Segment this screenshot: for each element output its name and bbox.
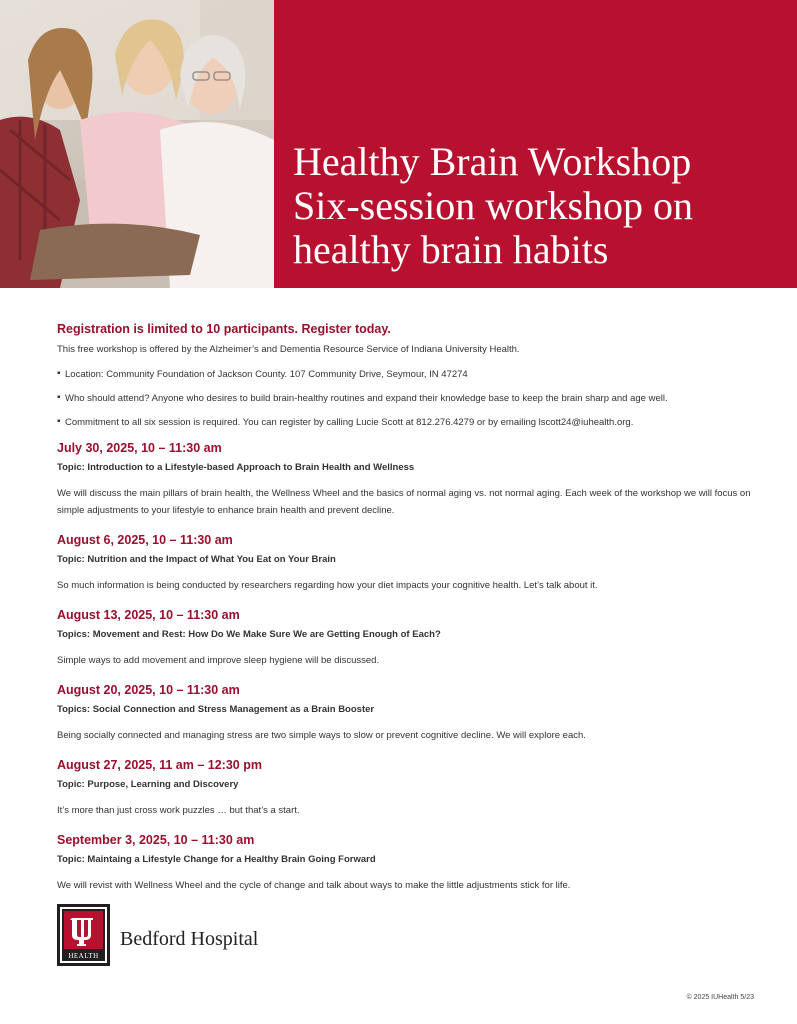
iu-health-logo <box>57 904 110 966</box>
title-banner <box>274 0 797 288</box>
details-list <box>57 369 757 428</box>
location-bullet: ▪ Location: Community Foundation of Jackson County. 107 Community Drive, Seymour, IN 47274 <box>57 369 757 380</box>
session-6 <box>57 833 757 894</box>
iu-trident-icon <box>57 904 110 966</box>
audience-bullet: ▪ Who should attend? Anyone who desires to build brain-healthy routines and expand their knowledge base to keep the brain sharp and age well. <box>57 393 757 404</box>
main-content <box>57 322 757 908</box>
session-date: August 13, 2025, 10 – 11:30 am <box>57 608 240 622</box>
workshop-description: This free workshop is offered by the Alzheimer’s and Dementia Resource Service of Indiana University Health. <box>57 344 520 355</box>
session-2 <box>57 533 757 594</box>
session-topic: Topic: Purpose, Learning and Discovery <box>57 779 239 790</box>
title-line-3: healthy brain habits <box>293 227 609 272</box>
session-description: We will discuss the main pillars of brain health, the Wellness Wheel and the basics of normal aging vs. not normal aging. Each week of the workshop we will focus on simple adjustments to your lifestyle to enhance brain health and prevent decline. <box>57 488 751 516</box>
session-1 <box>57 441 757 519</box>
commitment-bullet: ▪ Commitment to all six session is required. You can register by calling Lucie Scott at 812.276.4279 or by emailing lscott24@iuhealth.org. <box>57 417 757 428</box>
hero-section <box>0 0 797 288</box>
copyright-notice: © 2025 IUHealth 5/23 <box>686 994 754 1001</box>
session-topic: Topics: Social Connection and Stress Management as a Brain Booster <box>57 704 375 715</box>
session-date: July 30, 2025, 10 – 11:30 am <box>57 441 222 455</box>
session-description: Simple ways to add movement and improve sleep hygiene will be discussed. <box>57 655 380 666</box>
session-date: August 6, 2025, 10 – 11:30 am <box>57 533 233 547</box>
session-date: September 3, 2025, 10 – 11:30 am <box>57 833 255 847</box>
three-women-photo-illustration <box>0 0 274 288</box>
title-line-1: Healthy Brain Workshop <box>293 139 692 184</box>
session-description: So much information is being conducted by researchers regarding how your diet impacts your cognitive health. Let’s talk about it. <box>57 580 598 591</box>
session-topic: Topic: Nutrition and the Impact of What You Eat on Your Brain <box>57 554 336 565</box>
session-3 <box>57 608 757 669</box>
hospital-name: Bedford Hospital <box>120 928 259 950</box>
workshop-title <box>293 140 793 272</box>
title-line-2: Six-session workshop on <box>293 183 694 228</box>
logo-health-text: HEALTH <box>68 952 99 960</box>
session-5 <box>57 758 757 819</box>
hero-photo <box>0 0 274 288</box>
session-date: August 27, 2025, 11 am – 12:30 pm <box>57 758 262 772</box>
session-topic: Topics: Movement and Rest: How Do We Make Sure We are Getting Enough of Each? <box>57 629 441 640</box>
session-4 <box>57 683 757 744</box>
session-description: It’s more than just cross work puzzles … but that’s a start. <box>57 805 300 816</box>
session-topic: Topic: Introduction to a Lifestyle-based Approach to Brain Health and Wellness <box>57 462 415 473</box>
session-date: August 20, 2025, 10 – 11:30 am <box>57 683 240 697</box>
session-description: We will revist with Wellness Wheel and the cycle of change and talk about ways to make the little adjustments stick for life. <box>57 880 571 891</box>
session-description: Being socially connected and managing stress are two simple ways to slow or prevent cognitive decline. We will explore each. <box>57 730 586 741</box>
registration-lead: Registration is limited to 10 participants. Register today. <box>57 322 391 336</box>
session-topic: Topic: Maintaing a Lifestyle Change for a Healthy Brain Going Forward <box>57 854 376 865</box>
